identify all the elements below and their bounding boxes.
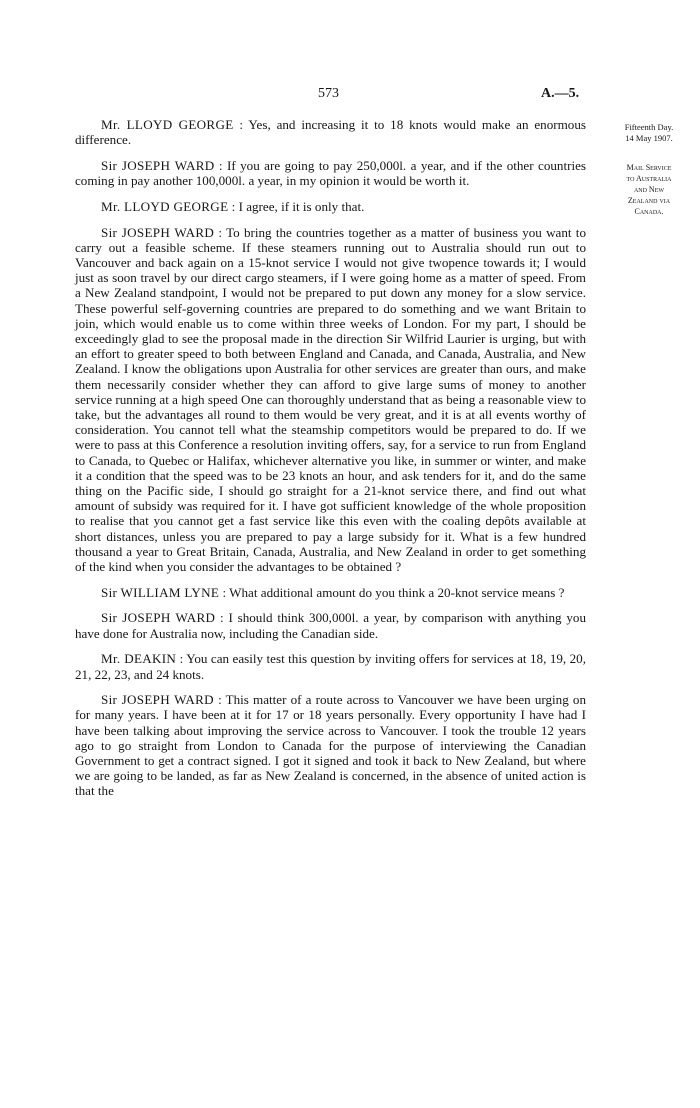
speech-text: What additional amount do you think a 20-knot service means ? [229,584,565,600]
speech-text: This matter of a route across to Vancouver we have been urging on for many years. I have been at it for 17 or 18 years personally. Every opportunity I have had I have been talking about improving the service across to Vancouver. I took the trouble 12 years ago to go straight from London to Canada for the purpose of interviewing the Canadian Government to get a contract signed. I got it signed and took it back to New Zealand, but where we are going to be landed, as far as New Zealand is concerned, in the absence of united action is that the [75,692,586,799]
speech-paragraph: Mr. LLOYD GEORGE : Yes, and increasing it to 18 knots would make an enormous difference. [75,117,586,148]
speaker-name: Mr. LLOYD GEORGE [101,198,229,214]
speech-paragraph: Sir WILLIAM LYNE : What additional amount do you think a 20-knot service means ? [101,584,565,600]
speech-paragraph: Sir JOSEPH WARD : I should think 300,000l. a year, by comparison with anything you have done for Australia now, including the Canadian side. [75,610,587,641]
speaker-name: Sir WILLIAM LYNE [101,584,220,600]
speaker-name: Mr. LLOYD GEORGE [101,117,234,132]
speech-text: I should think 300,000l. a year, by comparison with anything you have done for Australia now, including the Canadian side. [75,610,587,641]
page-header [0,86,700,106]
speech-paragraph: Sir JOSEPH WARD : This matter of a route across to Vancouver we have been urging on for many years. I have been at it for 17 or 18 years personally. Every opportunity I have had I have been talking about improving the service across to Vancouver. I took the trouble 12 years ago to go straight from London to Canada for the purpose of interviewing the Canadian Government to get a contract signed. I got it signed and took it back to New Zealand, but where we are going to be landed, as far as New Zealand is concerned, in the absence of united action is that the [75,692,586,799]
speaker-name: Sir JOSEPH WARD [101,610,216,626]
transcript-body [75,117,586,799]
document-reference: A.—5. [541,86,580,101]
speaker-name: Sir JOSEPH WARD [101,157,215,173]
speech-paragraph: Sir JOSEPH WARD : If you are going to pay 250,000l. a year, and if the other countries coming in pay another 100,000l. a year, in my opinion it would be worth it. [75,157,587,189]
margin-date: 14 May 1907. [625,133,673,143]
speaker-name: Sir JOSEPH WARD [101,224,215,240]
margin-day: Fifteenth Day. [624,122,674,132]
speech-text: To bring the countries together as a matter of business you want to carry out a feasible scheme. If these steamers running out to Australia should run out to Vancouver and back again on a 15-knot service I would not give twopence towards it; I would just as soon travel by our direct cargo steamers, if I were going home as a matter of speed. From a New Zealand standpoint, I would not be prepared to put down any money for a slow service. These powerful self-governing countries are prepared to do something and we want Britain to join, which would enable us to come within three weeks of London. For my part, I should be exceedingly glad to see the proposal made in the direction Sir Wilfrid Laurier is urging, but with an effort to greater speed to both between England and Canada, and Canada, Australia, and New Zealand. I know the obligations upon Australia for other services are greater than ours, and make them necessarily consider whether they can afford to give large sums of money to another service running at a high speed One can thoroughly understand that as being a reasonable view to take, but the advantages all round to them would be very great, and it is at all events worthy of consideration. You cannot tell what the steamship competitors would be prepared to do. If we were to pass at this Conference a resolution inviting offers, say, for a service to run from England to Canada, to Quebec or Halifax, whichever alternative you like, in summer or winter, and make it a condition that the speed was to be 23 knots an hour, and ask tenders for it, and do the same thing on the Pacific side, I should go straight for a 21-knot service there, and find out what amount of subsidy was required for it. I have got sufficient knowledge of the whole proposition to realise that you cannot get a fast service like this even with the coaling depôts available at short distances, unless you are prepared to pay a large subsidy for it. What is a few hundred thousand a year to Great Britain, Canada, Australia, and New Zealand in order to get something of the kind when you consider the advantages to be obtained ? [75,224,586,574]
margin-subject-line: Zealand via [627,196,671,205]
margin-subject-line: and New [633,185,665,194]
margin-subject-line: Mail Service [626,163,672,172]
speech-text: I agree, if it is only that. [238,198,365,214]
speaker-name: Sir JOSEPH WARD [101,692,214,708]
margin-subject-line: to Australia [626,174,672,183]
margin-subject-line: Canada. [634,207,664,216]
speech-text: Yes, and increasing it to 18 knots would make an enormous difference. [75,117,586,148]
speech-paragraph: Sir JOSEPH WARD : To bring the countries together as a matter of business you want to carry out a feasible scheme. If these steamers running out to Australia should run out to Vancouver and back again on a 15-knot service I would not give twopence towards it; I would just as soon travel by our direct cargo steamers, if I were going home as a matter of speed. From a New Zealand standpoint, I would not be prepared to put down any money for a slow service. These powerful self-governing countries are prepared to do something and we want Britain to join, which would enable us to come within three weeks of London. For my part, I should be exceedingly glad to see the proposal made in the direction Sir Wilfrid Laurier is urging, but with an effort to greater speed to both between England and Canada, and Canada, Australia, and New Zealand. I know the obligations upon Australia for other services are greater than ours, and make them necessarily consider whether they can afford to give large sums of money to another service running at a high speed One can thoroughly understand that as being a reasonable view to take, but the advantages all round to them would be very great, and it is at all events worthy of consideration. You cannot tell what the steamship competitors would be prepared to do. If we were to pass at this Conference a resolution inviting offers, say, for a service to run from England to Canada, to Quebec or Halifax, whichever alternative you like, in summer or winter, and make it a condition that the speed was to be 23 knots an hour, and ask tenders for it, and do the same thing on the Pacific side, I should go straight for a 21-knot service there, and find out what amount of subsidy was required for it. I have got sufficient knowledge of the whole proposition to realise that you cannot get a fast service like this even with the coaling depôts available at short distances, unless you are prepared to pay a large subsidy for it. What is a few hundred thousand a year to Great Britain, Canada, Australia, and New Zealand in order to get something of the kind when you consider the advantages to be obtained ? [75,224,586,574]
speech-text: If you are going to pay 250,000l. a year, and if the other countries coming in pay another 100,000l. a year, in my opinion it would be worth it. [75,157,587,189]
speech-paragraph: Mr. DEAKIN : You can easily test this question by inviting offers for services at 18, 19, 20, 21, 22, 23, and 24 knots. [75,651,586,682]
margin-date-note [606,122,692,144]
speech-paragraph: Mr. LLOYD GEORGE : I agree, if it is only that. [101,198,365,214]
speech-text: You can easily test this question by inviting offers for services at 18, 19, 20, 21, 22, 23, and 24 knots. [75,651,586,682]
margin-subject-note [606,162,692,217]
page-number: 573 [318,86,339,101]
speaker-name: Mr. DEAKIN [101,651,177,667]
